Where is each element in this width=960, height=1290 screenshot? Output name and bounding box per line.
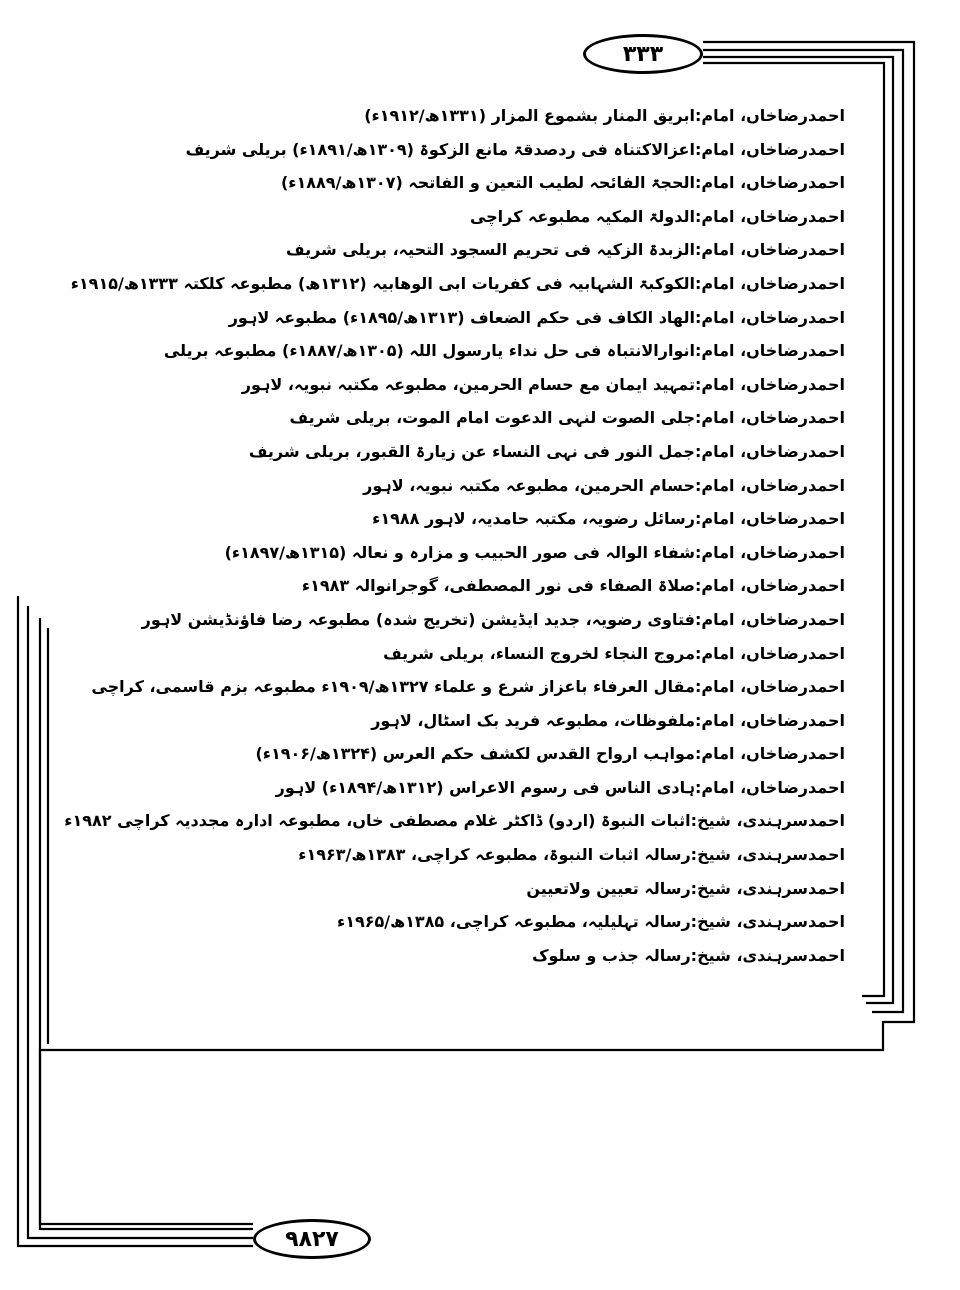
- bibliography-entry: [145, 911, 845, 933]
- entry-title: رسالہ تعیین ولاتعیین: [526, 878, 691, 898]
- entry-title: رسالہ اثبات النبوۃ، مطبوعہ کراچی، ۱۳۸۳ھ/۱۹۶۳ء: [298, 845, 691, 865]
- entry-title: الھاد الکاف فی حکم الضعاف (۱۳۱۳ھ/۱۸۹۵ء) مطبوعہ لاہور: [228, 307, 695, 327]
- entry-title: الزبدۃ الزکیہ فی تحریم السجود التحیہ، بریلی شریف: [286, 240, 695, 260]
- entry-title: الکوکبۃ الشہابیہ فی کفریات ابی الوھابیہ (۱۳۱۲ھ) مطبوعہ کلکتہ ۱۳۳۳ھ/۱۹۱۵ء: [70, 273, 695, 293]
- entry-author: احمدرضاخاں، امام:: [694, 576, 845, 596]
- entry-author: احمدرضاخاں، امام:: [694, 206, 845, 226]
- bibliography-entry: [145, 105, 845, 127]
- entry-title: اعزالاکتناہ فی ردصدقۃ مانع الزکوۃ (۱۳۰۹ھ/۱۸۹۱ء) بریلی شریف: [185, 139, 695, 159]
- bibliography-entry: [145, 643, 845, 665]
- bibliography-entry: [145, 441, 845, 463]
- entry-author: احمدسرہندی، شیخ:: [690, 845, 845, 865]
- entry-author: احمدسرہندی، شیخ:: [690, 811, 845, 831]
- bibliography-entry: [145, 575, 845, 597]
- entry-title: الحجۃ الفائحہ لطیب التعین و الفاتحہ (۱۳۰۷ھ/۱۸۸۹ء): [280, 173, 695, 193]
- bibliography-list: [64, 105, 845, 978]
- entry-title: الدولۃ المکیہ مطبوعہ کراچی: [469, 206, 695, 226]
- entry-title: مروج النجاء لخروج النساء، بریلی شریف: [383, 643, 695, 663]
- entry-author: احمدرضاخاں، امام:: [694, 609, 845, 629]
- entry-title: رسالہ جذب و سلوک: [532, 945, 691, 965]
- entry-author: احمدسرہندی، شیخ:: [690, 878, 845, 898]
- entry-title: جمل النور فی نہی النساء عن زیارۃ القبور، بریلی شریف: [248, 441, 695, 461]
- bibliography-entry: [145, 743, 845, 765]
- entry-author: احمدرضاخاں، امام:: [694, 408, 845, 428]
- entry-author: احمدرضاخاں، امام:: [694, 677, 845, 697]
- entry-author: احمدسرہندی، شیخ:: [690, 912, 845, 932]
- bibliography-entry: [145, 945, 845, 967]
- bibliography-entry: [145, 777, 845, 799]
- entry-author: احمدرضاخاں، امام:: [694, 106, 845, 125]
- entry-title: مقال العرفاء باعزاز شرع و علماء ۱۳۲۷ھ/۱۹۰۹ء مطبوعہ بزم قاسمی، کراچی: [91, 677, 695, 697]
- bibliography-entry: [91, 676, 845, 698]
- entry-author: احمدسرہندی، شیخ:: [690, 945, 845, 965]
- page-number-top: ۳۳۳: [583, 34, 703, 74]
- bibliography-entry: [145, 407, 845, 429]
- entry-author: احمدرضاخاں، امام:: [694, 273, 845, 293]
- entry-title: ابریق المنار بشموع المزار (۱۳۳۱ھ/۱۹۱۲ء): [364, 106, 695, 125]
- bibliography-entry: [145, 844, 845, 866]
- entry-author: احمدرضاخاں، امام:: [694, 374, 845, 394]
- bibliography-entry: [145, 307, 845, 329]
- entry-title: ہادی الناس فی رسوم الاعراس (۱۳۱۲ھ/۱۸۹۴ء) لاہور: [275, 777, 695, 797]
- entry-title: جلی الصوت لنہی الدعوت امام الموت، بریلی شریف: [289, 408, 695, 428]
- entry-title: رسائل رضویہ، مکتبہ حامدیہ، لاہور ۱۹۸۸ء: [372, 509, 695, 529]
- entry-author: احمدرضاخاں، امام:: [694, 643, 845, 663]
- bibliography-entry: [145, 710, 845, 732]
- entry-author: احمدرضاخاں، امام:: [694, 139, 845, 159]
- entry-title: اثبات النبوۃ (اردو) ڈاکٹر غلام مصطفی خاں، مطبوعہ ادارہ مجددیہ کراچی ۱۹۸۲ء: [64, 811, 691, 831]
- bibliography-entry: [145, 340, 845, 362]
- entry-title: فتاوی رضویہ، جدید ایڈیشن (تخریج شدہ) مطبوعہ رضا فاؤنڈیشن لاہور: [141, 609, 695, 629]
- entry-author: احمدرضاخاں، امام:: [694, 475, 845, 495]
- bibliography-entry: [145, 239, 845, 261]
- bibliography-entry: [145, 475, 845, 497]
- bibliography-entry: [70, 273, 845, 295]
- entry-author: احمدرضاخاں، امام:: [694, 307, 845, 327]
- entry-title: تمہید ایمان مع حسام الحرمین، مطبوعہ مکتبہ نبویہ، لاہور: [241, 374, 695, 394]
- entry-title: حسام الحرمین، مطبوعہ مکتبہ نبویہ، لاہور: [363, 475, 695, 495]
- entry-title: صلاۃ الصفاء فی نور المصطفی، گوجرانوالہ ۱۹۸۳ء: [301, 576, 695, 596]
- entry-author: احمدرضاخاں، امام:: [694, 509, 845, 529]
- entry-title: مواہب ارواح القدس لکشف حکم العرس (۱۳۲۴ھ/۱۹۰۶ء): [255, 744, 695, 764]
- bibliography-entry: [145, 374, 845, 396]
- bibliography-entry: [145, 542, 845, 564]
- entry-author: احمدرضاخاں، امام:: [694, 744, 845, 764]
- entry-author: احمدرضاخاں، امام:: [694, 341, 845, 361]
- entry-author: احمدرضاخاں، امام:: [694, 542, 845, 562]
- bibliography-entry: [145, 206, 845, 228]
- entry-title: ملفوظات، مطبوعہ فرید بک اسٹال، لاہور: [371, 710, 695, 730]
- bibliography-entry: [64, 810, 845, 832]
- page-number-bottom: ۹۸۲۷: [253, 1219, 371, 1259]
- entry-title: انوارالانتباہ فی حل نداء یارسول اللہ (۱۳۰۵ھ/۱۸۸۷ء) مطبوعہ بریلی: [163, 341, 695, 361]
- entry-title: رسالہ تہلیلیہ، مطبوعہ کراچی، ۱۳۸۵ھ/۱۹۶۵ء: [337, 912, 691, 932]
- bibliography-entry: [145, 172, 845, 194]
- bibliography-entry: [145, 878, 845, 900]
- entry-title: شفاء الوالہ فی صور الحبیب و مزارہ و نعالہ (۱۳۱۵ھ/۱۸۹۷ء): [224, 542, 695, 562]
- bibliography-entry: [145, 508, 845, 530]
- bibliography-entry: [141, 609, 845, 631]
- entry-author: احمدرضاخاں، امام:: [694, 240, 845, 260]
- bibliography-entry: [145, 139, 845, 161]
- entry-author: احمدرضاخاں، امام:: [694, 173, 845, 193]
- entry-author: احمدرضاخاں، امام:: [694, 441, 845, 461]
- entry-author: احمدرضاخاں، امام:: [694, 777, 845, 797]
- entry-author: احمدرضاخاں، امام:: [694, 710, 845, 730]
